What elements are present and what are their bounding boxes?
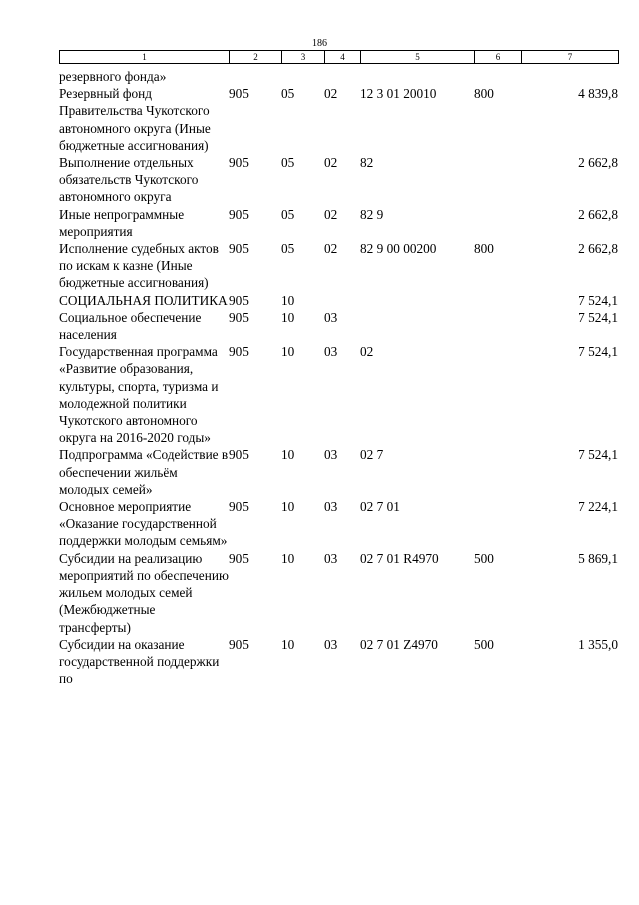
row-section: 05 (281, 206, 295, 222)
row-code: 905 (229, 206, 249, 222)
row-section: 10 (281, 636, 295, 652)
column-number-3: 3 (282, 51, 325, 64)
row-expense-type (474, 292, 521, 309)
row-name: Социальное обеспечение населения (59, 309, 202, 343)
row-expense-type (474, 68, 521, 85)
row-name: Выполнение отдельных обязательств Чукотского автономного округа (59, 155, 199, 205)
row-expense-type (474, 446, 521, 498)
table-row (59, 154, 618, 206)
row-section: 10 (281, 309, 295, 325)
budget-table (59, 68, 618, 687)
budget-table-body (59, 68, 618, 687)
table-row (59, 550, 618, 636)
row-expense-type: 500 (474, 550, 494, 566)
row-target-article: 02 7 01 Z4970 (360, 636, 438, 652)
row-section (281, 68, 324, 85)
row-target-article: 82 (360, 155, 374, 171)
row-subsection: 02 (324, 86, 338, 102)
row-expense-type (474, 498, 521, 550)
row-code: 905 (229, 447, 249, 463)
row-subsection: 03 (324, 636, 338, 652)
row-amount: 7 524,1 (578, 447, 618, 463)
row-amount: 4 839,8 (578, 86, 618, 102)
table-row (59, 446, 618, 498)
row-target-article: 82 9 (360, 206, 384, 222)
row-target-article: 82 9 00 00200 (360, 241, 437, 257)
row-code: 905 (229, 499, 249, 515)
row-subsection: 03 (324, 309, 338, 325)
column-number-1: 1 (60, 51, 230, 64)
row-target-article (360, 68, 474, 85)
table-row (59, 85, 618, 154)
table-row (59, 636, 618, 688)
row-subsection: 02 (324, 206, 338, 222)
row-amount: 7 524,1 (578, 344, 618, 360)
row-section: 10 (281, 292, 295, 308)
row-section: 05 (281, 155, 295, 171)
table-row (59, 343, 618, 446)
row-code: 905 (229, 155, 249, 171)
row-name: Субсидии на оказание государственной поддержки по (59, 636, 220, 687)
row-target-article: 02 7 01 R4970 (360, 550, 439, 566)
row-amount: 2 662,8 (578, 155, 618, 171)
row-name: Иные непрограммные мероприятия (59, 206, 185, 239)
row-amount (521, 68, 618, 85)
row-code: 905 (229, 241, 249, 257)
row-target-article: 02 (360, 344, 374, 360)
row-expense-type (474, 206, 521, 240)
row-name: Резервный фонд Правительства Чукотского автономного округа (Иные бюджетные ассигнования) (59, 86, 211, 153)
row-code: 905 (229, 86, 249, 102)
row-expense-type: 500 (474, 636, 494, 652)
row-expense-type: 800 (474, 86, 494, 102)
table-row (59, 240, 618, 292)
row-section: 10 (281, 447, 295, 463)
row-subsection (324, 68, 360, 85)
row-amount: 2 662,8 (578, 241, 618, 257)
row-amount: 1 355,0 (578, 636, 618, 652)
row-name: Подпрограмма «Содействие в обеспечении жильём молодых семей» (59, 447, 229, 497)
row-subsection: 03 (324, 447, 338, 463)
row-subsection: 03 (324, 550, 338, 566)
row-amount: 7 224,1 (578, 499, 618, 515)
row-section: 10 (281, 550, 295, 566)
row-expense-type: 800 (474, 241, 494, 257)
row-expense-type (474, 309, 521, 343)
row-expense-type (474, 343, 521, 446)
table-row (59, 206, 618, 240)
column-number-2: 2 (230, 51, 282, 64)
page-number: 186 (312, 38, 327, 49)
row-target-article (360, 309, 474, 343)
row-code: 905 (229, 636, 249, 652)
row-target-article (360, 292, 474, 309)
column-number-7: 7 (522, 51, 619, 64)
table-row (59, 498, 618, 550)
row-code: 905 (229, 309, 249, 325)
row-code: 905 (229, 550, 249, 566)
row-subsection: 03 (324, 499, 338, 515)
row-code (229, 68, 281, 85)
row-amount: 7 524,1 (578, 309, 618, 325)
row-section: 10 (281, 499, 295, 515)
row-name: Государственная программа «Развитие образования, культуры, спорта, туризма и молодежной политики Чукотского автономного округа на 2016-2020 годы» (59, 344, 219, 446)
row-subsection: 03 (324, 344, 338, 360)
table-row (59, 68, 618, 85)
row-target-article: 02 7 01 (360, 499, 400, 515)
row-section: 05 (281, 241, 295, 257)
row-subsection: 02 (324, 155, 338, 171)
row-code: 905 (229, 344, 249, 360)
row-subsection (324, 292, 360, 309)
row-amount: 7 524,1 (578, 292, 618, 308)
row-section: 05 (281, 86, 295, 102)
row-name: СОЦИАЛЬНАЯ ПОЛИТИКА (59, 292, 228, 308)
row-code: 905 (229, 292, 249, 308)
column-number-5: 5 (361, 51, 475, 64)
row-section: 10 (281, 344, 295, 360)
table-row (59, 309, 618, 343)
row-name: Субсидии на реализацию мероприятий по обеспечению жильем молодых семей (Межбюджетные трансферты) (59, 550, 229, 635)
row-target-article: 12 3 01 20010 (360, 86, 437, 102)
row-amount: 2 662,8 (578, 206, 618, 222)
row-target-article: 02 7 (360, 447, 384, 463)
row-expense-type (474, 154, 521, 206)
column-number-4: 4 (325, 51, 361, 64)
column-number-6: 6 (475, 51, 522, 64)
row-name: Основное мероприятие «Оказание государственной поддержки молодым семьям» (59, 499, 228, 549)
column-numbers-header (59, 50, 619, 64)
table-row (59, 292, 618, 309)
row-name: резервного фонда» (59, 69, 167, 84)
row-amount: 5 869,1 (578, 550, 618, 566)
row-subsection: 02 (324, 241, 338, 257)
row-name: Исполнение судебных актов по искам к казне (Иные бюджетные ассигнования) (59, 241, 219, 291)
